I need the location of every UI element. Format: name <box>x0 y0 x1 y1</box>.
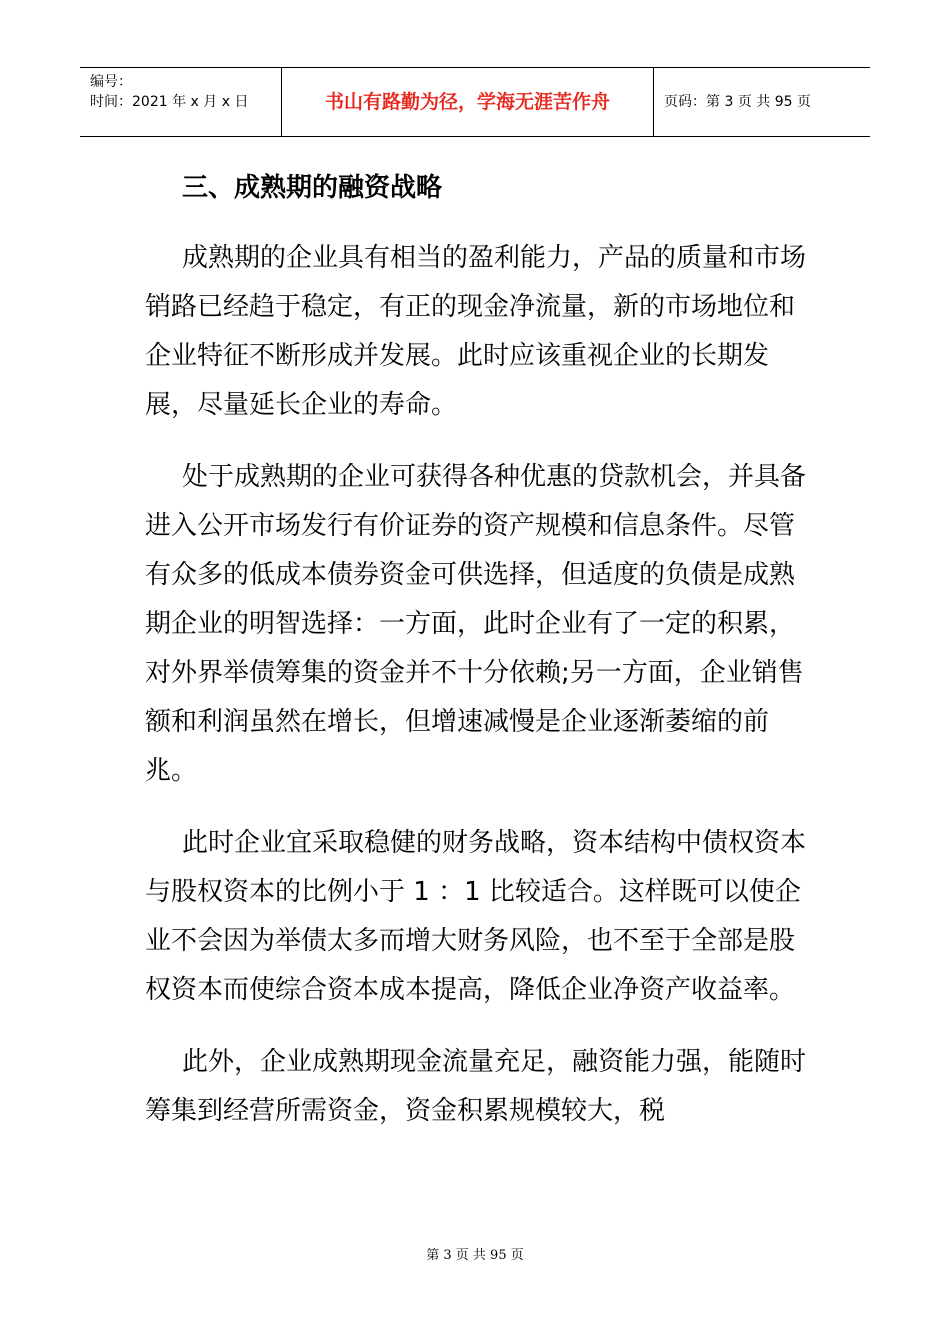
header-motto: 书山有路勤为径，学海无涯苦作舟 <box>282 68 654 136</box>
page-header <box>80 67 870 137</box>
header-meta-cell <box>80 68 282 136</box>
document-number-label: 编号： <box>90 74 132 90</box>
paragraph-1: 成熟期的企业具有相当的盈利能力，产品的质量和市场销路已经趋于稳定，有正的现金净流量，新的市场地位和企业特征不断形成并发展。此时应该重视企业的长期发展，尽量延长企业的寿命。 <box>145 243 807 420</box>
document-date-label: 时间：2021 年 x 月 x 日 <box>90 94 249 110</box>
header-page-number: 页码：第 3 页 共 95 页 <box>664 94 811 110</box>
paragraph-2: 处于成熟期的企业可获得各种优惠的贷款机会，并具备进入公开市场发行有价证券的资产规模和信息条件。尽管有众多的低成本债券资金可供选择，但适度的负债是成熟期企业的明智选择：一方面，此时企业有了一定的积累，对外界举债筹集的资金并不十分依赖;另一方面，企业销售额和利润虽然在增长，但增速减慢是企业逐渐萎缩的前兆。 <box>145 462 807 786</box>
page-footer: 第 3 页 共 95 页 <box>426 1248 524 1263</box>
paragraph-3: 此时企业宜采取稳健的财务战略，资本结构中债权资本与股权资本的比例小于 1 ：1 比较适合。这样既可以使企业不会因为举债太多而增大财务风险，也不至于全部是股权资本而使综合资本成本提高，降低企业净资产收益率。 <box>145 828 807 1005</box>
paragraph-4: 此外，企业成熟期现金流量充足，融资能力强，能随时筹集到经营所需资金，资金积累规模较大，税 <box>145 1047 807 1126</box>
section-title: 三、成熟期的融资战略 <box>182 173 443 203</box>
document-body <box>145 160 810 1136</box>
